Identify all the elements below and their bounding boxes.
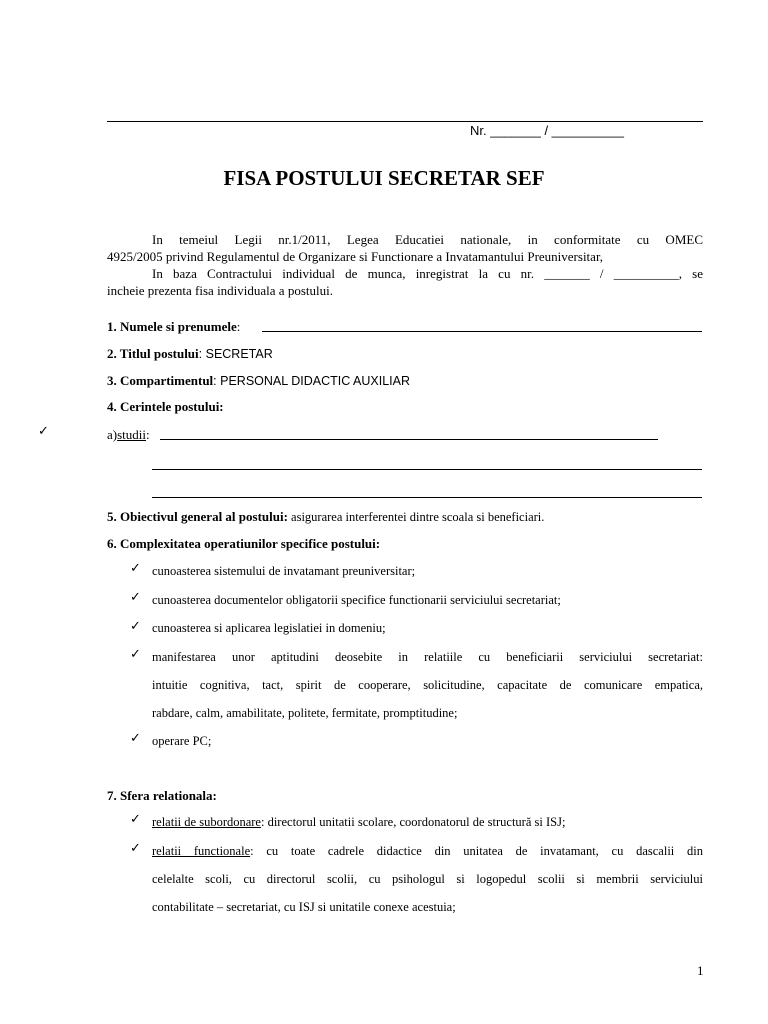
section-1-label: 1. Numele si prenumele [107, 319, 237, 334]
relation-subordination-label: relatii de subordonare [152, 815, 261, 829]
section-2-label: 2. Titlul postului [107, 346, 199, 361]
section-3-value: : PERSONAL DIDACTIC AUXILIAR [213, 374, 410, 388]
section-3-label: 3. Compartimentul [107, 373, 214, 388]
check-icon: ✓ [38, 424, 49, 439]
section-3-department [107, 373, 410, 389]
section-1-name [107, 319, 240, 335]
section-5-value: asigurarea interferentei dintre scoala si beneficiari. [287, 510, 545, 524]
studies-fill-line-3 [152, 483, 702, 498]
studies-prefix: a) [107, 427, 118, 442]
check-icon: ✓ [130, 841, 141, 856]
check-icon: ✓ [130, 590, 141, 605]
relation-functional-line-1 [152, 844, 703, 859]
check-icon: ✓ [130, 561, 141, 576]
complexity-item-2: cunoasterea documentelor obligatorii specifice functionarii serviciului secretariat; [152, 593, 561, 607]
complexity-item-4-line-1: manifestarea unor aptitudini deosebite in relatiile cu beneficiarii serviciului secretariat: [152, 650, 703, 664]
studies-label: studii [117, 427, 147, 442]
relation-functional-line-3: contabilitate – secretariat, cu ISJ si unitatile conexe acestuia; [152, 900, 456, 914]
relation-subordination-value: : directorul unitatii scolare, coordonatorul de structură si ISJ; [260, 815, 566, 829]
complexity-item-3: cunoasterea si aplicarea legislatiei in domeniu; [152, 621, 386, 635]
studies-row [107, 427, 150, 443]
section-4-label: 4. Cerintele postului: [107, 399, 224, 414]
complexity-item-4-line-2: intuitie cognitiva, tact, spirit de cooperare, solicitudine, capacitate de comunicare empatica, [152, 678, 703, 692]
section-1-colon: : [236, 319, 241, 334]
intro-line-4: incheie prezenta fisa individuala a postului. [107, 283, 333, 298]
section-5-label: 5. Obiectivul general al postului: [107, 509, 288, 524]
intro-line-2: 4925/2005 privind Regulamentul de Organizare si Functionare a Invatamantului Preuniversitar, [107, 249, 603, 264]
intro-line-3: In baza Contractului individual de munca, inregistrat la cu nr. _______ / __________, se [152, 266, 703, 281]
name-fill-line [262, 317, 702, 332]
check-icon: ✓ [130, 812, 141, 827]
relation-functional-value: : cu toate cadrele didactice din unitatea de invatamant, cu dascalii din [250, 844, 703, 858]
section-2-title [107, 346, 273, 362]
studies-fill-line-1 [160, 425, 658, 440]
header-rule [107, 121, 703, 122]
page-title: FISA POSTULUI SECRETAR SEF [223, 166, 545, 190]
registration-number: Nr. _______ / __________ [470, 123, 624, 138]
check-icon: ✓ [130, 647, 141, 662]
page-number: 1 [697, 963, 704, 978]
section-7-label: 7. Sfera relationala: [107, 788, 217, 803]
section-5-objective [107, 509, 544, 525]
complexity-item-4-line-3: rabdare, calm, amabilitate, politete, fermitate, promptitudine; [152, 706, 458, 720]
intro-line-1: In temeiul Legii nr.1/2011, Legea Educatiei nationale, in conformitate cu OMEC [152, 232, 703, 247]
check-icon: ✓ [130, 731, 141, 746]
check-icon: ✓ [130, 619, 141, 634]
studies-fill-line-2 [152, 455, 702, 470]
studies-colon: : [146, 427, 150, 442]
relation-subordination [152, 815, 565, 830]
complexity-item-1: cunoasterea sistemului de invatamant preuniversitar; [152, 564, 416, 578]
relation-functional-label: relatii functionale [152, 844, 251, 858]
complexity-item-5: operare PC; [152, 734, 212, 748]
section-2-value: : SECRETAR [198, 347, 273, 361]
section-6-label: 6. Complexitatea operatiunilor specifice postului: [107, 536, 381, 551]
relation-functional-line-2: celelalte scoli, cu directorul scolii, cu psihologul si logopedul scolii si membrii serviciului [152, 872, 703, 886]
